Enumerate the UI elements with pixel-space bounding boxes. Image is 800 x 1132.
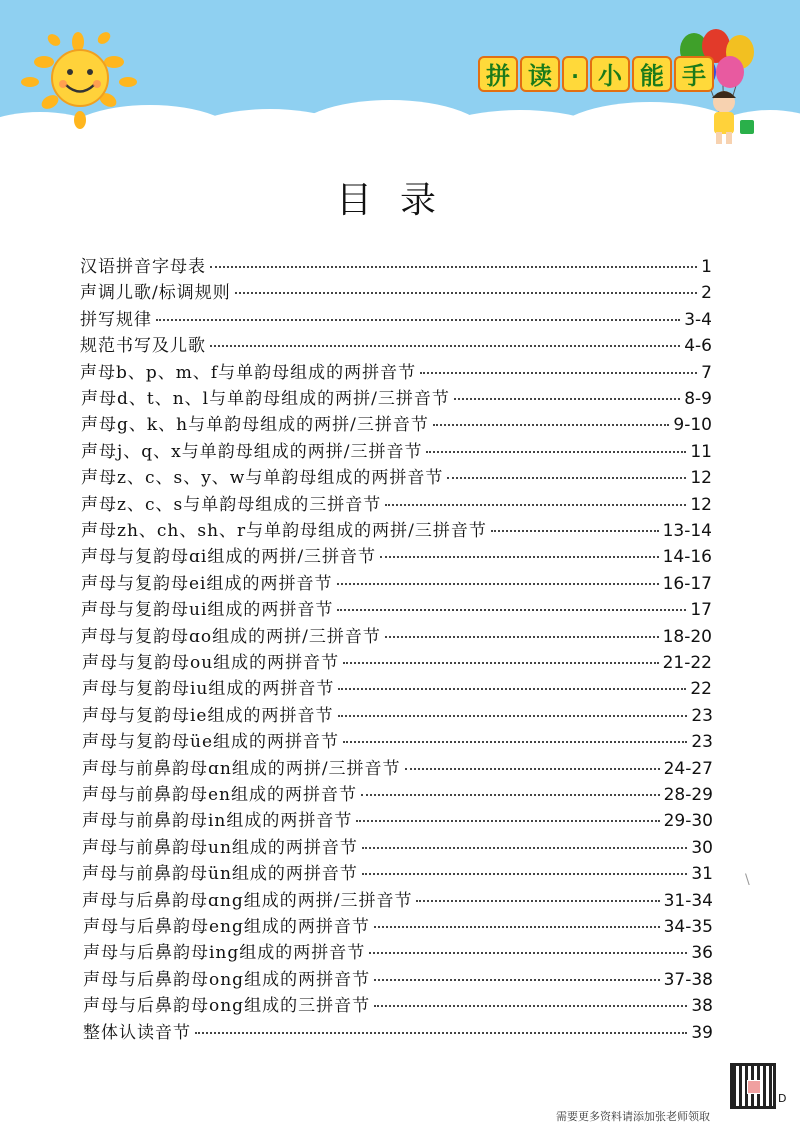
- toc-entry-page: 12: [690, 468, 712, 488]
- toc-entry-label: 声母与复韵母ie组成的两拼音节: [82, 706, 334, 726]
- toc-entry-page: 24-27: [663, 759, 713, 779]
- toc-entry-page: 30: [691, 838, 713, 858]
- toc-entry-label: 声母与后鼻韵母ing组成的两拼音节: [83, 943, 366, 963]
- toc-entry-page: 9-10: [673, 415, 712, 435]
- toc-entry-label: 声母与前鼻韵母en组成的两拼音节: [82, 785, 358, 805]
- toc-entry[interactable]: [82, 780, 713, 808]
- toc-entry-label: 声母与后鼻韵母ong组成的三拼音节: [83, 996, 371, 1016]
- toc-entry[interactable]: [81, 622, 712, 650]
- toc-entry[interactable]: [83, 1018, 713, 1046]
- toc-leader-dots: [385, 504, 686, 506]
- toc-leader-dots: [447, 477, 686, 479]
- toc-leader-dots: [374, 926, 660, 928]
- toc-entry[interactable]: [81, 463, 712, 491]
- brand-char: 手: [674, 56, 714, 92]
- toc-entry-label: 声母zh、ch、sh、r与单韵母组成的两拼/三拼音节: [81, 521, 487, 541]
- toc-entry[interactable]: [80, 305, 712, 333]
- toc-entry-page: 34-35: [663, 917, 713, 937]
- toc-entry-page: 3-4: [684, 310, 712, 330]
- toc-leader-dots: [362, 847, 687, 849]
- toc-entry[interactable]: [80, 331, 712, 359]
- toc-entry-page: 8-9: [684, 389, 712, 409]
- toc-entry[interactable]: [81, 490, 712, 518]
- toc-leader-dots: [491, 530, 659, 532]
- brand-char: 拼: [478, 56, 518, 92]
- toc-entry[interactable]: [81, 569, 712, 597]
- toc-entry-label: 拼写规律: [80, 310, 152, 330]
- toc-entry-page: 38: [691, 996, 713, 1016]
- toc-leader-dots: [420, 372, 697, 374]
- toc-entry-label: 声母与复韵母ou组成的两拼音节: [82, 653, 340, 673]
- toc-leader-dots: [210, 345, 680, 347]
- toc-entry[interactable]: [80, 278, 712, 306]
- toc-entry[interactable]: [82, 806, 713, 834]
- toc-leader-dots: [426, 451, 686, 453]
- toc-entry[interactable]: [83, 912, 713, 940]
- brand-logo: [478, 56, 714, 92]
- toc-entry-page: 7: [701, 363, 712, 383]
- toc-leader-dots: [380, 556, 659, 558]
- toc-entry-label: 声母d、t、n、l与单韵母组成的两拼/三拼音节: [81, 389, 450, 409]
- toc-entry-page: 13-14: [662, 521, 712, 541]
- toc-leader-dots: [374, 1005, 687, 1007]
- toc-leader-dots: [405, 768, 660, 770]
- footer-note: 需要更多资料请添加张老师领取: [556, 1110, 710, 1123]
- toc-entry[interactable]: [81, 595, 712, 623]
- toc-leader-dots: [362, 873, 687, 875]
- toc-entry-label: 声母b、p、m、f与单韵母组成的两拼音节: [80, 363, 417, 383]
- toc-leader-dots: [338, 688, 686, 690]
- toc-entry-page: 1: [701, 257, 712, 277]
- toc-leader-dots: [369, 952, 687, 954]
- page-marker: D: [778, 1092, 787, 1105]
- toc-entry-label: 声调儿歌/标调规则: [80, 283, 231, 303]
- toc-entry[interactable]: [81, 437, 712, 465]
- toc-entry-label: 声母与后鼻韵母eng组成的两拼音节: [83, 917, 370, 937]
- toc-entry-page: 39: [691, 1023, 713, 1043]
- toc-entry[interactable]: [82, 754, 713, 782]
- brand-char: 能: [632, 56, 672, 92]
- toc-leader-dots: [361, 794, 660, 796]
- toc-entry-page: 36: [691, 943, 713, 963]
- toc-entry[interactable]: [80, 358, 712, 386]
- page-title: 目录: [335, 180, 464, 221]
- toc-entry-label: 声母与复韵母ui组成的两拼音节: [81, 600, 334, 620]
- header-banner: [0, 0, 800, 150]
- toc-entry-page: 31: [691, 864, 713, 884]
- toc-leader-dots: [433, 424, 670, 426]
- toc-entry-label: 声母与前鼻韵母ün组成的两拼音节: [82, 864, 358, 884]
- toc-entry-page: 21-22: [662, 653, 712, 673]
- toc-entry-page: 12: [690, 495, 712, 515]
- toc-entry-page: 11: [690, 442, 712, 462]
- qr-code-icon: [730, 1063, 776, 1109]
- toc-leader-dots: [343, 662, 658, 664]
- toc-entry-label: 声母与复韵母ei组成的两拼音节: [81, 574, 333, 594]
- toc-entry[interactable]: [82, 701, 713, 729]
- toc-leader-dots: [356, 820, 659, 822]
- toc-entry-page: 17: [690, 600, 712, 620]
- toc-entry[interactable]: [83, 991, 713, 1019]
- toc-entry[interactable]: [81, 410, 712, 438]
- toc-leader-dots: [337, 583, 659, 585]
- toc-entry[interactable]: [81, 516, 712, 544]
- toc-entry-page: 23: [691, 732, 713, 752]
- toc-entry-page: 16-17: [662, 574, 712, 594]
- toc-leader-dots: [338, 715, 688, 717]
- brand-char: 小: [590, 56, 630, 92]
- toc-entry-page: 2: [701, 283, 712, 303]
- toc-entry-label: 声母与复韵母ɑi组成的两拼/三拼音节: [81, 547, 377, 567]
- toc-entry[interactable]: [81, 384, 712, 412]
- toc-entry-label: 规范书写及儿歌: [80, 336, 206, 356]
- brand-char: ·: [562, 56, 588, 92]
- toc-entry[interactable]: [82, 674, 712, 702]
- toc-leader-dots: [210, 266, 697, 268]
- toc-entry[interactable]: [83, 938, 713, 966]
- toc-entry-label: 声母与前鼻韵母in组成的两拼音节: [82, 811, 353, 831]
- toc-entry-page: 23: [691, 706, 713, 726]
- toc-entry-page: 29-30: [663, 811, 713, 831]
- toc-entry[interactable]: [81, 542, 712, 570]
- toc-leader-dots: [195, 1032, 687, 1034]
- toc-entry-label: 声母z、c、s、y、w与单韵母组成的两拼音节: [81, 468, 444, 488]
- brand-char: 读: [520, 56, 560, 92]
- toc-entry-label: 声母与前鼻韵母ɑn组成的两拼/三拼音节: [82, 759, 401, 779]
- toc-entry-page: 4-6: [684, 336, 712, 356]
- toc-entry[interactable]: [82, 859, 713, 887]
- toc-entry-label: 整体认读音节: [83, 1023, 191, 1043]
- toc-entry-label: 声母与复韵母ɑo组成的两拼/三拼音节: [81, 627, 381, 647]
- toc-entry-page: 18-20: [662, 627, 712, 647]
- toc-leader-dots: [374, 979, 660, 981]
- toc-leader-dots: [156, 319, 680, 321]
- toc-entry-label: 声母与前鼻韵母un组成的两拼音节: [82, 838, 358, 858]
- toc-leader-dots: [454, 398, 680, 400]
- toc-entry-page: 14-16: [662, 547, 712, 567]
- toc-entry-label: 汉语拼音字母表: [80, 257, 206, 277]
- toc-entry-label: 声母z、c、s与单韵母组成的三拼音节: [81, 495, 382, 515]
- toc-entry[interactable]: [80, 252, 712, 280]
- toc-entry-label: 声母与复韵母üe组成的两拼音节: [82, 732, 340, 752]
- toc-entry-label: 声母与后鼻韵母ong组成的两拼音节: [83, 970, 371, 990]
- toc-leader-dots: [385, 636, 659, 638]
- toc-entry-label: 声母与后鼻韵母ɑng组成的两拼/三拼音节: [82, 891, 413, 911]
- toc-entry[interactable]: [83, 965, 713, 993]
- toc-entry-label: 声母j、q、x与单韵母组成的两拼/三拼音节: [81, 442, 423, 462]
- toc-entry-page: 31-34: [663, 891, 713, 911]
- margin-mark: \: [745, 872, 750, 888]
- toc-entry-page: 28-29: [663, 785, 713, 805]
- toc-entry[interactable]: [82, 886, 713, 914]
- toc-leader-dots: [235, 292, 697, 294]
- toc-entry-page: 22: [690, 679, 712, 699]
- toc-entry[interactable]: [82, 727, 713, 755]
- toc-leader-dots: [343, 741, 687, 743]
- toc-leader-dots: [416, 900, 659, 902]
- toc-entry-label: 声母g、k、h与单韵母组成的两拼/三拼音节: [81, 415, 429, 435]
- toc-leader-dots: [337, 609, 686, 611]
- toc-entry[interactable]: [82, 648, 712, 676]
- toc-entry-page: 37-38: [663, 970, 713, 990]
- toc-entry-label: 声母与复韵母iu组成的两拼音节: [82, 679, 335, 699]
- toc-entry[interactable]: [82, 833, 713, 861]
